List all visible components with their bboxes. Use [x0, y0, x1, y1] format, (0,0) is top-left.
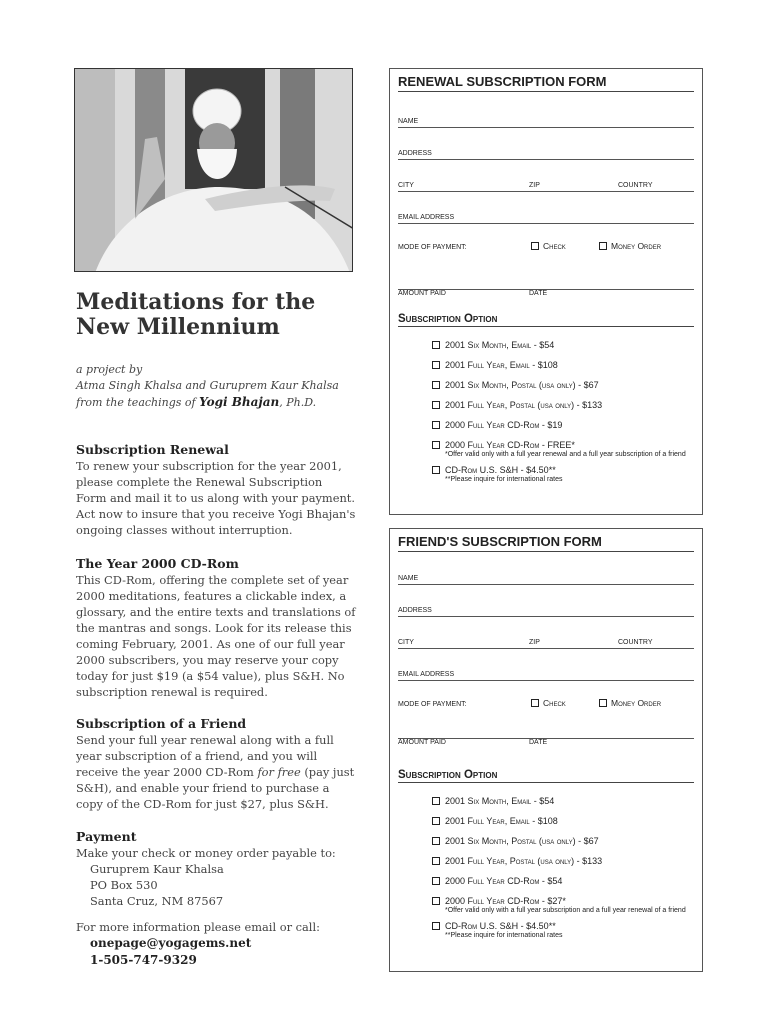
option-item[interactable]	[432, 835, 692, 847]
checkbox[interactable]	[599, 699, 607, 707]
option-item[interactable]	[432, 464, 692, 484]
cdrom-section	[76, 555, 356, 700]
byline-suffix: , Ph.D.	[279, 396, 317, 409]
renewal-amount-row[interactable]	[398, 274, 694, 297]
option-label: 2000 Full Year CD-Rom - $19	[445, 420, 563, 430]
byline-intro: a project by	[76, 363, 143, 376]
friend-address-field[interactable]	[398, 601, 694, 617]
amount-label: AMOUNT PAID	[398, 290, 446, 297]
date-label: DATE	[529, 739, 548, 746]
country-label: COUNTRY	[618, 182, 653, 189]
option-label: 2001 Six Month, Postal (usa only) - $67	[445, 380, 599, 390]
renewal-payment-row	[398, 240, 694, 254]
friend-city-row[interactable]	[398, 633, 694, 649]
info-text: For more information please email or call:	[76, 920, 320, 934]
checkbox[interactable]	[432, 817, 440, 825]
checkbox[interactable]	[432, 441, 440, 449]
email-label: EMAIL ADDRESS	[398, 214, 455, 221]
option-label: 2001 Full Year, Email - $108	[445, 360, 558, 370]
byline-prefix: from the teachings of	[76, 396, 196, 409]
name-label: NAME	[398, 575, 419, 582]
address-line-1: Guruprem Kaur Khalsa	[90, 862, 224, 876]
checkbox[interactable]	[432, 466, 440, 474]
zip-label: ZIP	[529, 639, 540, 646]
option-note: **Please inquire for international rates	[445, 476, 563, 483]
friend-name-field[interactable]	[398, 569, 694, 585]
checkbox[interactable]	[531, 242, 539, 250]
option-item[interactable]	[432, 379, 692, 391]
option-note: **Please inquire for international rates	[445, 932, 563, 939]
byline-teachings	[76, 394, 356, 411]
option-item[interactable]	[432, 439, 692, 459]
option-label: 2001 Six Month, Email - $54	[445, 796, 555, 806]
renewal-email-field[interactable]	[398, 208, 694, 224]
contact-phone[interactable]: 1-505-747-9329	[90, 953, 197, 967]
page-title: Meditations for the New Millennium	[76, 289, 316, 340]
renewal-name-field[interactable]	[398, 112, 694, 128]
money-order-label: Money Order	[611, 241, 662, 251]
friend-text-1: Send your full year renewal along with a full year subscription of a friend, and you will receive the year 2000 CD-Rom	[76, 733, 334, 779]
check-label: Check	[543, 698, 566, 708]
city-label: CITY	[398, 639, 414, 646]
contact-email[interactable]: onepage@yogagems.net	[90, 936, 252, 950]
checkbox[interactable]	[432, 421, 440, 429]
checkbox[interactable]	[599, 242, 607, 250]
zip-label: ZIP	[529, 182, 540, 189]
option-item[interactable]	[432, 339, 692, 351]
payment-section	[76, 828, 356, 969]
checkbox[interactable]	[432, 401, 440, 409]
option-label: 2001 Full Year, Email - $108	[445, 816, 558, 826]
renewal-form	[389, 68, 703, 515]
renewal-section	[76, 441, 356, 538]
renewal-form-title: RENEWAL SUBSCRIPTION FORM	[398, 74, 694, 92]
friend-email-field[interactable]	[398, 665, 694, 681]
renewal-option-heading: Subscription Option	[398, 313, 694, 327]
option-label: 2000 Full Year CD-Rom - $27*	[445, 896, 566, 906]
renewal-check-option[interactable]	[531, 241, 566, 251]
option-item[interactable]	[432, 875, 692, 887]
friend-text-2: (pay just S&H), and enable your friend to purchase a copy of the CD-Rom for just $27, plus S&H.	[76, 765, 355, 811]
address-line-3: Santa Cruz, NM 87567	[90, 894, 224, 908]
friend-option-heading: Subscription Option	[398, 769, 694, 783]
option-label: 2000 Full Year CD-Rom - $54	[445, 876, 563, 886]
friend-form	[389, 528, 703, 972]
cdrom-heading: The Year 2000 CD-Rom	[76, 556, 239, 571]
friend-heading: Subscription of a Friend	[76, 716, 247, 731]
email-label: EMAIL ADDRESS	[398, 671, 455, 678]
option-label: 2001 Full Year, Postal (usa only) - $133	[445, 856, 603, 866]
option-item[interactable]	[432, 855, 692, 867]
option-item[interactable]	[432, 399, 692, 411]
renewal-money-order-option[interactable]	[599, 241, 661, 251]
option-label: 2001 Full Year, Postal (usa only) - $133	[445, 400, 603, 410]
check-label: Check	[543, 241, 566, 251]
teacher-name: Yogi Bhajan	[199, 395, 280, 409]
checkbox[interactable]	[432, 341, 440, 349]
cdrom-text: This CD-Rom, offering the complete set of year 2000 meditations, features a clickable index, a glossary, and the entire texts and translations of the mantras and songs. Look for its release this coming February, 2001. As one of our full year 2000 subscribers, you may reserve your copy today for just $19 (a $54 value), plus S&H. No subscription renewal is required.	[76, 573, 356, 699]
city-label: CITY	[398, 182, 414, 189]
address-line-2: PO Box 530	[90, 878, 158, 892]
option-label: 2001 Six Month, Email - $54	[445, 340, 555, 350]
friend-check-option[interactable]	[531, 698, 566, 708]
option-note: *Offer valid only with a full year subscription and a full year renewal of a friend	[445, 907, 686, 914]
checkbox[interactable]	[432, 877, 440, 885]
amount-label: AMOUNT PAID	[398, 739, 446, 746]
renewal-text: To renew your subscription for the year 2001, please complete the Renewal Subscription Form and mail it to us along with your payment. Act now to insure that you receive Yogi Bhajan's ongoing classes without interruption.	[76, 459, 356, 537]
option-item[interactable]	[432, 419, 692, 431]
name-label: NAME	[398, 118, 419, 125]
option-label: CD-Rom U.S. S&H - $4.50**	[445, 921, 556, 931]
renewal-options-list	[432, 339, 692, 484]
friend-section	[76, 715, 356, 812]
date-label: DATE	[529, 290, 548, 297]
friend-amount-row[interactable]	[398, 723, 694, 746]
renewal-city-row[interactable]	[398, 176, 694, 192]
friend-payment-row	[398, 697, 694, 711]
option-item[interactable]	[432, 795, 692, 807]
option-item[interactable]	[432, 359, 692, 371]
friend-text	[76, 732, 356, 812]
checkbox[interactable]	[432, 797, 440, 805]
option-label: CD-Rom U.S. S&H - $4.50**	[445, 465, 556, 475]
byline-authors: Atma Singh Khalsa and Guruprem Kaur Khalsa	[76, 379, 339, 392]
option-label: 2000 Full Year CD-Rom - FREE*	[445, 440, 575, 450]
option-item[interactable]	[432, 920, 692, 940]
payment-heading: Payment	[76, 829, 137, 844]
address-label: ADDRESS	[398, 150, 432, 157]
money-order-label: Money Order	[611, 698, 662, 708]
friend-form-title: FRIEND'S SUBSCRIPTION FORM	[398, 534, 694, 552]
option-note: *Offer valid only with a full year renewal and a full year subscription of a friend	[445, 451, 686, 458]
option-label: 2001 Six Month, Postal (usa only) - $67	[445, 836, 599, 846]
country-label: COUNTRY	[618, 639, 653, 646]
checkbox[interactable]	[432, 381, 440, 389]
friend-text-emphasis: for free	[257, 765, 301, 779]
byline	[76, 362, 356, 411]
checkbox[interactable]	[432, 922, 440, 930]
option-item[interactable]	[432, 815, 692, 827]
option-item[interactable]	[432, 895, 692, 915]
mode-label: MODE OF PAYMENT:	[398, 244, 467, 251]
teacher-photo	[74, 68, 353, 272]
checkbox[interactable]	[432, 897, 440, 905]
checkbox[interactable]	[531, 699, 539, 707]
checkbox[interactable]	[432, 361, 440, 369]
payment-text: Make your check or money order payable to:	[76, 846, 336, 860]
address-label: ADDRESS	[398, 607, 432, 614]
friend-money-order-option[interactable]	[599, 698, 661, 708]
checkbox[interactable]	[432, 857, 440, 865]
renewal-address-field[interactable]	[398, 144, 694, 160]
renewal-heading: Subscription Renewal	[76, 442, 229, 457]
mode-label: MODE OF PAYMENT:	[398, 701, 467, 708]
checkbox[interactable]	[432, 837, 440, 845]
friend-options-list	[432, 795, 692, 940]
